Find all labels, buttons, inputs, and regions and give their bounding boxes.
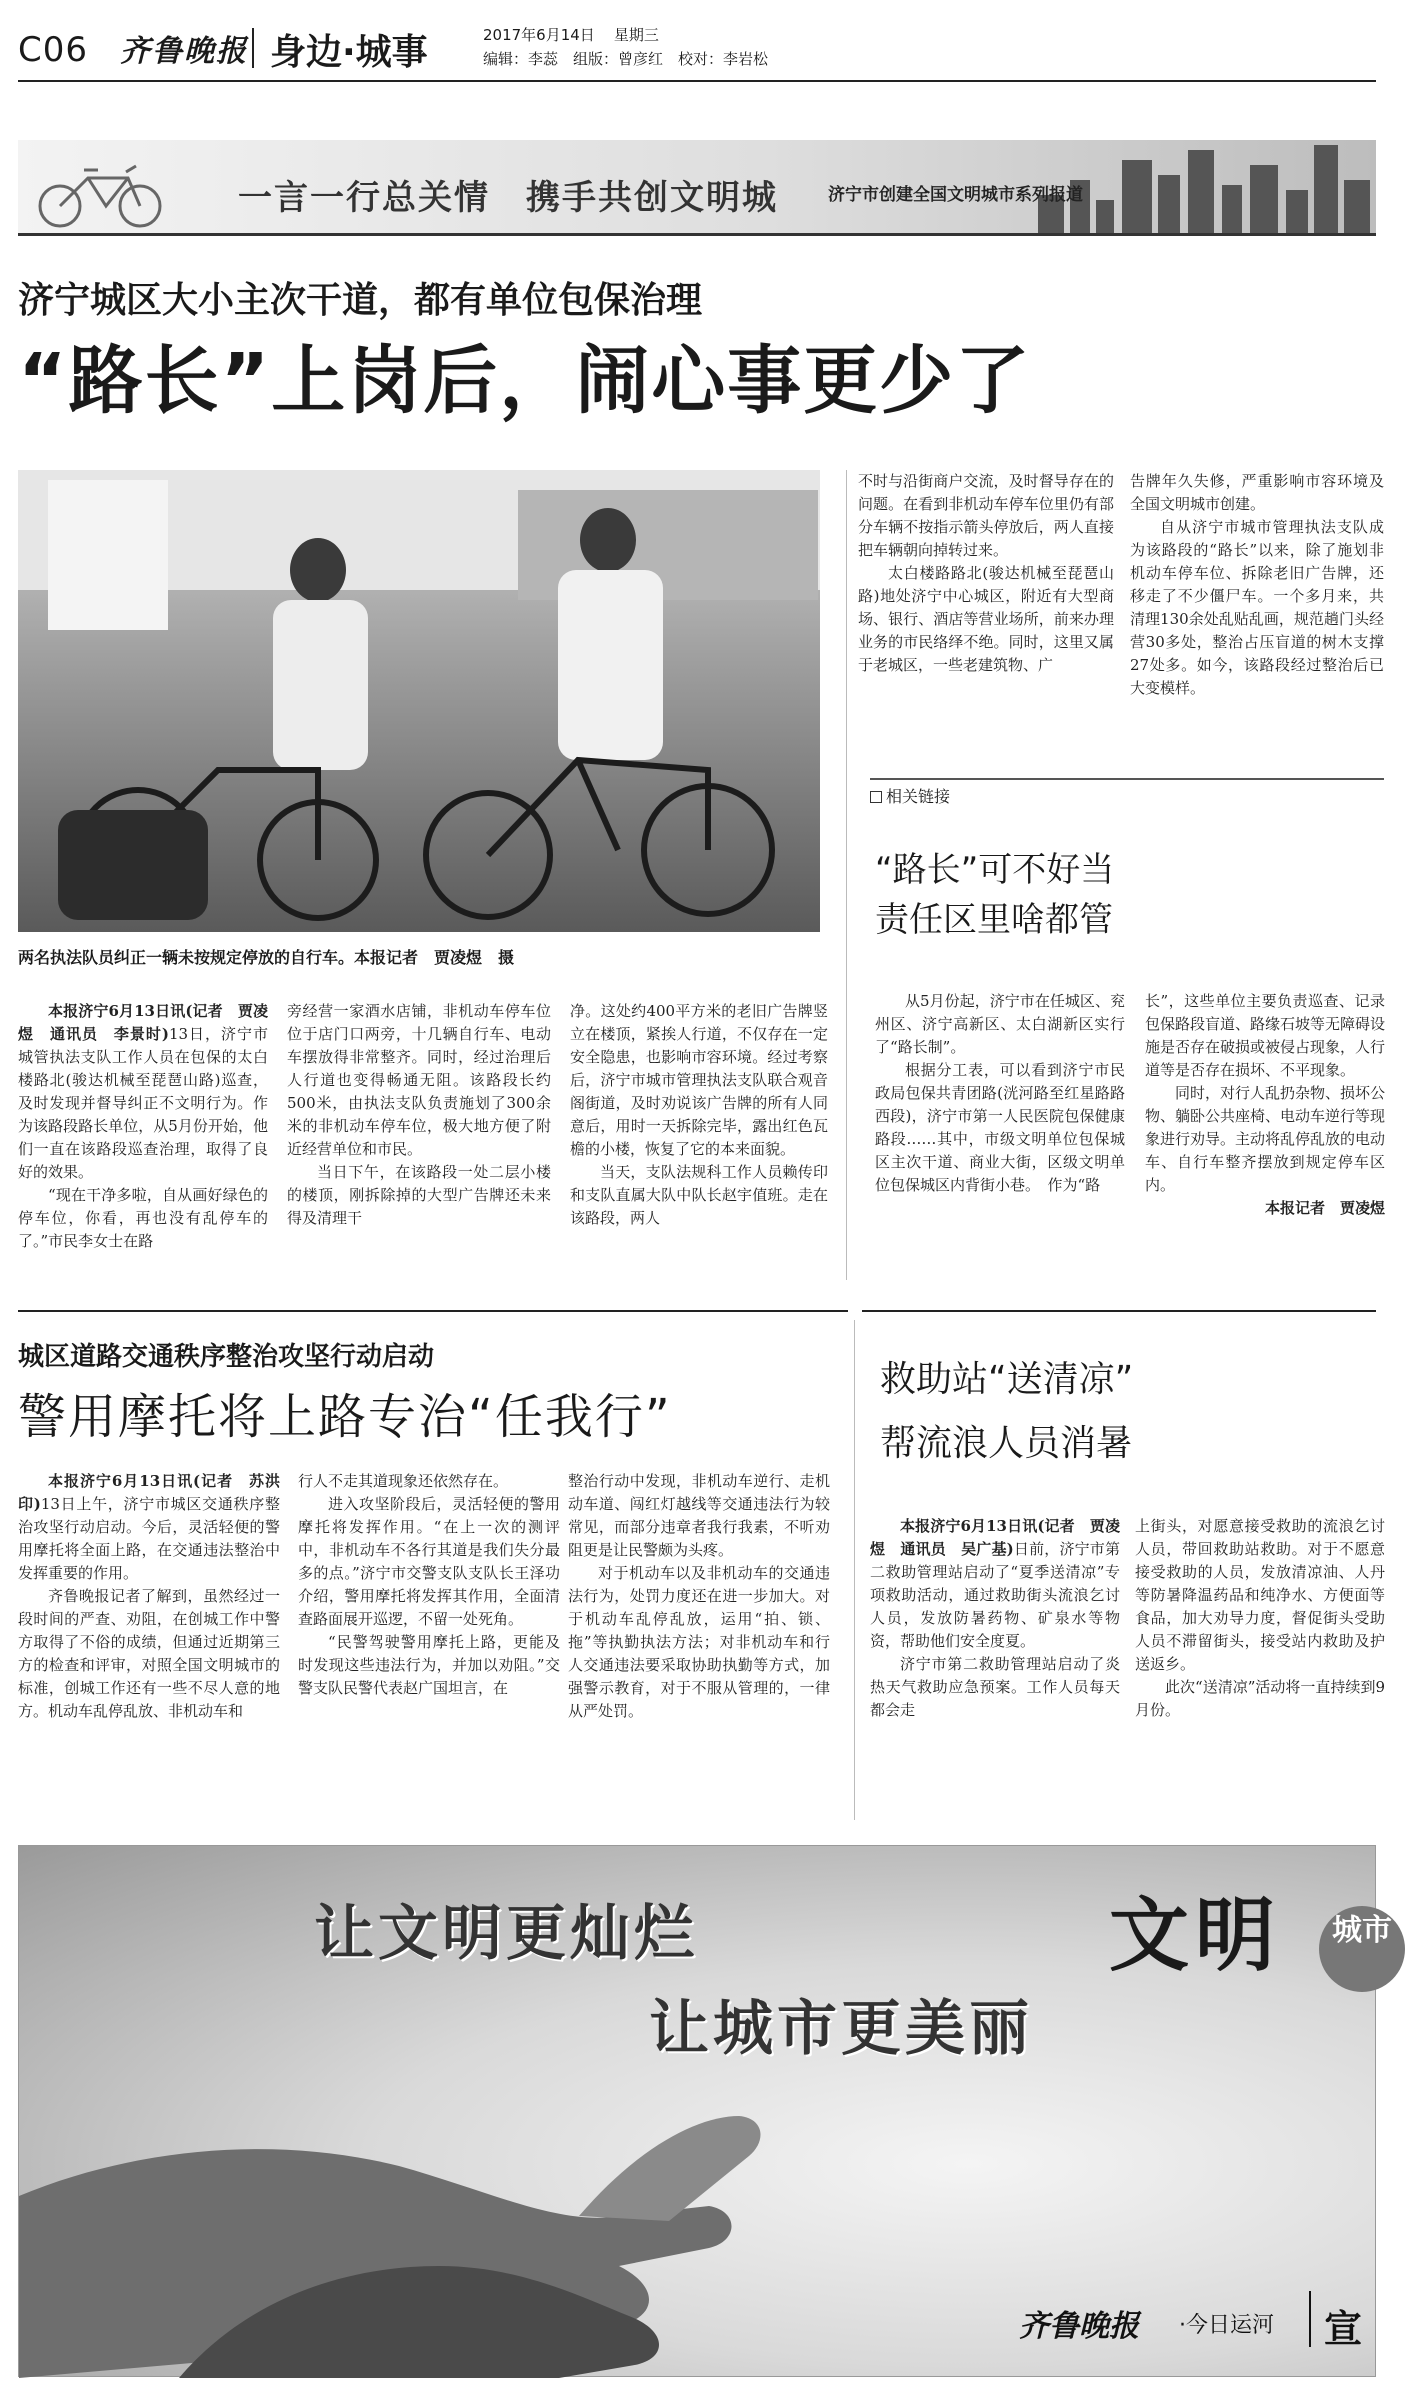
paragraph: 齐鲁晚报记者了解到，虽然经过一段时间的严查、劝阻，在创城工作中警方取得了不俗的成绩，但通过近期第三方的检查和评审，对照全国文明城市的标准，创城工作还有一些不尽人意的地方。机动车乱停乱放、非机动车和: [18, 1587, 280, 1720]
ad-tag: 宣: [1324, 2307, 1363, 2351]
ad-calligraphy: 文明: [1109, 1888, 1281, 1982]
paragraph: 旁经营一家酒水店铺，非机动车停车位位于店门口两旁，十几辆自行车、电动车摆放得非常整齐。同时，经过治理后人行道也变得畅通无阻。该路段长约500米，由执法支队负责施划了300余米的非机动车停车位，极大地方便了附近经营单位和市民。: [287, 1002, 551, 1158]
newspaper-logo: 齐鲁晚报: [120, 34, 248, 69]
related-headline-2: 责任区里啥都管: [875, 900, 1113, 940]
paragraph: 长”，这些单位主要负责巡查、记录包保路段盲道、路缘石坡等无障碍设施是否存在破损或被侵占现象，人行道等是否存在损坏、不平现象。: [1145, 992, 1386, 1079]
masthead-divider: [252, 28, 254, 68]
related-col-2: [1145, 990, 1385, 1220]
paragraph: 当天，支队法规科工作人员赖传印和支队直属大队中队长赵宇值班。走在该路段，两人: [570, 1163, 828, 1227]
square-icon: [870, 791, 882, 803]
paragraph: “民警驾驶警用摩托上路，更能及时发现这些违法行为，并加以劝阻。”交警支队民警代表赵广国坦言，在: [298, 1633, 560, 1697]
ad-slogan-1: 让文明更灿烂: [314, 1899, 698, 1969]
paragraph: 从5月份起，济宁市在任城区、兖州区、济宁高新区、太白湖新区实行了“路长制”。: [875, 992, 1125, 1056]
main-col-3: [570, 1000, 828, 1230]
paragraph: 净。这处约400平方米的老旧广告牌竖立在楼顶，紧挨人行道，不仅存在一定安全隐患，也影响市容环境。经过考察后，济宁市城市管理执法支队联合观音阁街道，及时劝说该广告牌的所有人同意后，用时一天拆除完毕，露出红色瓦檐的小楼，恢复了它的本来面貌。: [570, 1002, 828, 1158]
traffic-headline: 警用摩托将上路专治“任我行”: [18, 1389, 672, 1445]
news-photo: [18, 470, 820, 932]
paragraph: 自从济宁市城市管理执法支队成为该路段的“路长”以来，除了施划非机动车停车位、拆除老旧广告牌，还移走了不少僵尸车。一个多月来，共清理130余处乱贴乱画，规范趟门头经营30多处，整治占压盲道的树木支撑27处多。如今，该路段经过整治后已大变模样。: [1130, 518, 1384, 697]
banner-rule: [18, 233, 1376, 236]
ad-divider: [1309, 2291, 1311, 2347]
ad-slogan-2: 让城市更美丽: [649, 1994, 1033, 2064]
paragraph: 太白楼路路北(骏达机械至琵琶山路)地处济宁中心城区，附近有大型商场、银行、酒店等营业场所，前来办理业务的市民络绎不绝。同时，这里又属于老城区，一些老建筑物、广: [858, 564, 1114, 674]
traffic-col-2: [298, 1470, 560, 1700]
rescue-headline-2: 帮流浪人员消暑: [880, 1423, 1133, 1464]
paragraph: 上街头，对愿意接受救助的流浪乞讨人员，带回救助站救助。对于不愿意接受救助的人员，发放清凉油、人丹等防暑降温药品和纯净水、方便面等食品，加大劝导力度，督促街头受助人员不滞留街头，接受站内救助及护送返乡。: [1135, 1517, 1385, 1673]
main-col-4: [858, 470, 1114, 677]
byline: 本报记者 贾凌煜: [1264, 1199, 1385, 1217]
main-col-5: [1130, 470, 1384, 700]
main-headline: “路长”上岗后，闹心事更少了: [18, 338, 1032, 424]
weekday: 星期三: [613, 26, 659, 44]
paragraph: 整治行动中发现，非机动车逆行、走机动车道、闯红灯越线等交通违法行为较常见，而部分违章者我行我素，不听劝阻更是让民警颇为头疼。: [568, 1472, 830, 1559]
related-col-1: [875, 990, 1125, 1197]
paragraph: 告牌年久失修，严重影响市容环境及全国文明城市创建。: [1130, 472, 1384, 513]
paragraph: 对于机动车以及非机动车的交通违法行为，处罚力度还在进一步加大。对于机动车乱停乱放，运用“拍、锁、拖”等执勤执法方法；对非机动车和行人交通违法要采取协助执勤等方式，加强警示教育，对于不服从管理的，一律从严处罚。: [568, 1564, 830, 1720]
main-col-1: [18, 1000, 268, 1253]
dateline: 本报济宁6月13日讯(记者 贾凌煜 通讯员 吴广基): [870, 1517, 1120, 1558]
section-title: 身边·城事: [270, 32, 428, 73]
paragraph: 13日，济宁市城管执法支队工作人员在包保的太白楼路北(骏达机械至琵琶山路)巡查，及时发现并督导纠正不文明行为。作为该路段路长单位，从5月份开始，他们一直在该路段巡查治理，取得了良好的效果。: [18, 1025, 268, 1181]
main-kicker: 济宁城区大小主次干道，都有单位包保治理: [18, 280, 703, 321]
rescue-headline: [880, 1348, 1133, 1476]
civility-ad: [18, 1845, 1392, 2377]
campaign-banner: [18, 140, 1376, 236]
ad-subbrand: ·今日运河: [1179, 2313, 1274, 2338]
photo-officers-bicycles: [18, 470, 820, 932]
paragraph: 根据分工表，可以看到济宁市民政局包保共青团路(洸河路至红星路路西段)，济宁市第一人民医院包保健康路段……其中，市级文明单位包保城区主次干道、商业大街，区级文明单位包保城区内背街小巷。 作为“路: [875, 1061, 1125, 1194]
related-headline-1: “路长”可不好当: [875, 850, 1115, 890]
photo-caption: 两名执法队员纠正一辆未按规定停放的自行车。本报记者 贾凌煜 摄: [18, 948, 515, 967]
traffic-col-3: [568, 1470, 830, 1723]
section-rule: [862, 1310, 1376, 1312]
traffic-col-1: [18, 1470, 280, 1723]
column-rule: [846, 470, 847, 1280]
bicycle-icon: [28, 158, 178, 230]
masthead: [0, 0, 1394, 78]
ad-seal: 城市: [1319, 1906, 1405, 1992]
main-col-2: [287, 1000, 551, 1230]
related-label-text: 相关链接: [886, 787, 951, 806]
paragraph: 济宁市第二救助管理站启动了炎热天气救助应急预案。工作人员每天都会走: [870, 1655, 1120, 1719]
related-link-label: [870, 784, 950, 807]
paragraph: 此次“送清凉”活动将一直持续到9月份。: [1135, 1678, 1385, 1719]
rescue-col-1: [870, 1515, 1120, 1722]
editor-credits: 编辑：李蕊 组版：曾彦红 校对：李岩松: [483, 50, 769, 68]
traffic-kicker: 城区道路交通秩序整治攻坚行动启动: [18, 1342, 435, 1372]
page-number: C06: [18, 30, 89, 70]
rescue-col-2: [1135, 1515, 1385, 1722]
dateline: 本报济宁6月13日讯(记者 贾凌煜 通讯员 李景时): [18, 1002, 268, 1043]
paragraph: 同时，对行人乱扔杂物、损坏公物、躺卧公共座椅、电动车逆行等现象进行劝导。主动将乱停乱放的电动车、自行车整齐摆放到规定停车区内。: [1145, 1084, 1386, 1194]
column-rule: [854, 1320, 855, 1820]
related-link-bar: [870, 778, 1384, 804]
header-rule: [18, 80, 1376, 82]
paragraph: 当日下午，在该路段一处二层小楼的楼顶，刚拆除掉的大型广告牌还未来得及清理干: [287, 1163, 551, 1227]
banner-slogan: 一言一行总关情 携手共创文明城: [238, 178, 778, 218]
ad-brand-logo: 齐鲁晚报: [1019, 2309, 1139, 2344]
issue-date: [483, 24, 659, 45]
paragraph: 13日上午，济宁市城区交通秩序整治攻坚行动启动。今后，灵活轻便的警用摩托将全面上路，在交通违法整治中发挥重要的作用。: [18, 1495, 280, 1582]
related-headline: [875, 845, 1114, 945]
paragraph: 行人不走其道现象还依然存在。: [298, 1472, 509, 1490]
paragraph: 不时与沿街商户交流，及时督导存在的问题。在看到非机动车停车位里仍有部分车辆不按指示箭头停放后，两人直接把车辆朝向掉转过来。: [858, 472, 1114, 559]
rescue-headline-1: 救助站“送清凉”: [880, 1359, 1134, 1400]
date: 2017年6月14日: [483, 26, 595, 44]
paragraph: 日前，济宁市第二救助管理站启动了“夏季送清凉”专项救助活动，通过救助街头流浪乞讨人员，发放防暑药物、矿泉水等物资，帮助他们安全度夏。: [870, 1540, 1120, 1650]
paragraph: 进入攻坚阶段后，灵活轻便的警用摩托将发挥作用。“在上一次的测评中，非机动车不各行其道是我们失分最多的点。”济宁市交警支队支队长王泽功介绍，警用摩托将发挥其作用，全面清查路面展开巡逻，不留一处死角。: [298, 1495, 560, 1628]
paragraph: “现在干净多啦，自从画好绿色的停车位，你看，再也没有乱停车的了。”市民李女士在路: [18, 1186, 268, 1250]
section-rule: [18, 1310, 848, 1312]
dateline: 本报济宁6月13日讯(记者 苏洪印): [18, 1472, 280, 1513]
banner-series-title: 济宁市创建全国文明城市系列报道: [828, 185, 1083, 205]
